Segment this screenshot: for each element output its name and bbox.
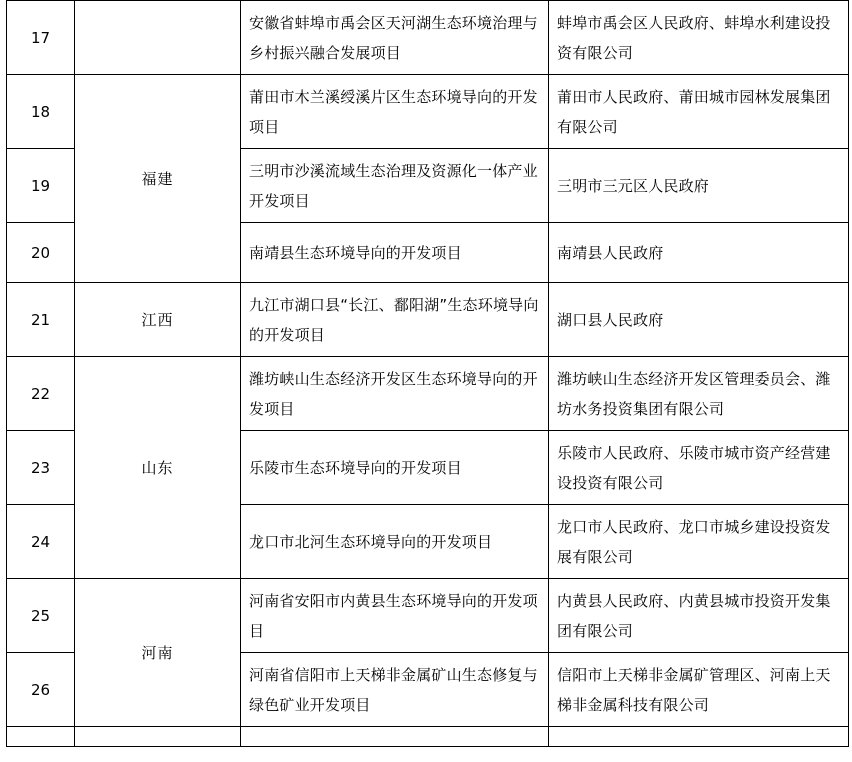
cell-project: 九江市湖口县“长江、鄱阳湖”生态环境导向的开发项目 [241, 283, 549, 357]
cell-province-partial [75, 727, 241, 747]
cell-project: 龙口市北河生态环境导向的开发项目 [241, 505, 549, 579]
table-row [7, 1, 849, 75]
table-row [7, 579, 849, 653]
cell-entity: 乐陵市人民政府、乐陵市城市资产经营建设投资有限公司 [549, 431, 849, 505]
cell-project: 乐陵市生态环境导向的开发项目 [241, 431, 549, 505]
cell-index: 25 [7, 579, 75, 653]
table-body [7, 1, 849, 747]
table-row-partial [7, 727, 849, 747]
table-row [7, 283, 849, 357]
cell-entity: 信阳市上天梯非金属矿管理区、河南上天梯非金属科技有限公司 [549, 653, 849, 727]
cell-entity: 内黄县人民政府、内黄县城市投资开发集团有限公司 [549, 579, 849, 653]
cell-project: 南靖县生态环境导向的开发项目 [241, 223, 549, 283]
project-table [6, 0, 849, 747]
cell-index: 22 [7, 357, 75, 431]
cell-project: 河南省安阳市内黄县生态环境导向的开发项目 [241, 579, 549, 653]
cell-entity: 莆田市人民政府、莆田城市园林发展集团有限公司 [549, 75, 849, 149]
cell-project: 潍坊峡山生态经济开发区生态环境导向的开发项目 [241, 357, 549, 431]
cell-entity: 龙口市人民政府、龙口市城乡建设投资发展有限公司 [549, 505, 849, 579]
cell-province-jiangxi: 江西 [75, 283, 241, 357]
cell-province-empty [75, 1, 241, 75]
cell-province-henan: 河南 [75, 579, 241, 727]
cell-entity-partial [549, 727, 849, 747]
cell-index-partial [7, 727, 75, 747]
cell-index: 17 [7, 1, 75, 75]
table-row [7, 75, 849, 149]
table-row [7, 357, 849, 431]
cell-project: 莆田市木兰溪绶溪片区生态环境导向的开发项目 [241, 75, 549, 149]
cell-entity: 湖口县人民政府 [549, 283, 849, 357]
cell-index: 24 [7, 505, 75, 579]
cell-entity: 三明市三元区人民政府 [549, 149, 849, 223]
cell-province-shandong: 山东 [75, 357, 241, 579]
cell-entity: 潍坊峡山生态经济开发区管理委员会、潍坊水务投资集团有限公司 [549, 357, 849, 431]
cell-index: 19 [7, 149, 75, 223]
cell-index: 21 [7, 283, 75, 357]
cell-project: 三明市沙溪流域生态治理及资源化一体产业开发项目 [241, 149, 549, 223]
cell-entity: 蚌埠市禹会区人民政府、蚌埠水利建设投资有限公司 [549, 1, 849, 75]
cell-province-fujian: 福建 [75, 75, 241, 283]
cell-index: 18 [7, 75, 75, 149]
cell-entity: 南靖县人民政府 [549, 223, 849, 283]
cell-project: 河南省信阳市上天梯非金属矿山生态修复与绿色矿业开发项目 [241, 653, 549, 727]
cell-index: 20 [7, 223, 75, 283]
cell-index: 26 [7, 653, 75, 727]
cell-project-partial [241, 727, 549, 747]
cell-project: 安徽省蚌埠市禹会区天河湖生态环境治理与乡村振兴融合发展项目 [241, 1, 549, 75]
cell-index: 23 [7, 431, 75, 505]
